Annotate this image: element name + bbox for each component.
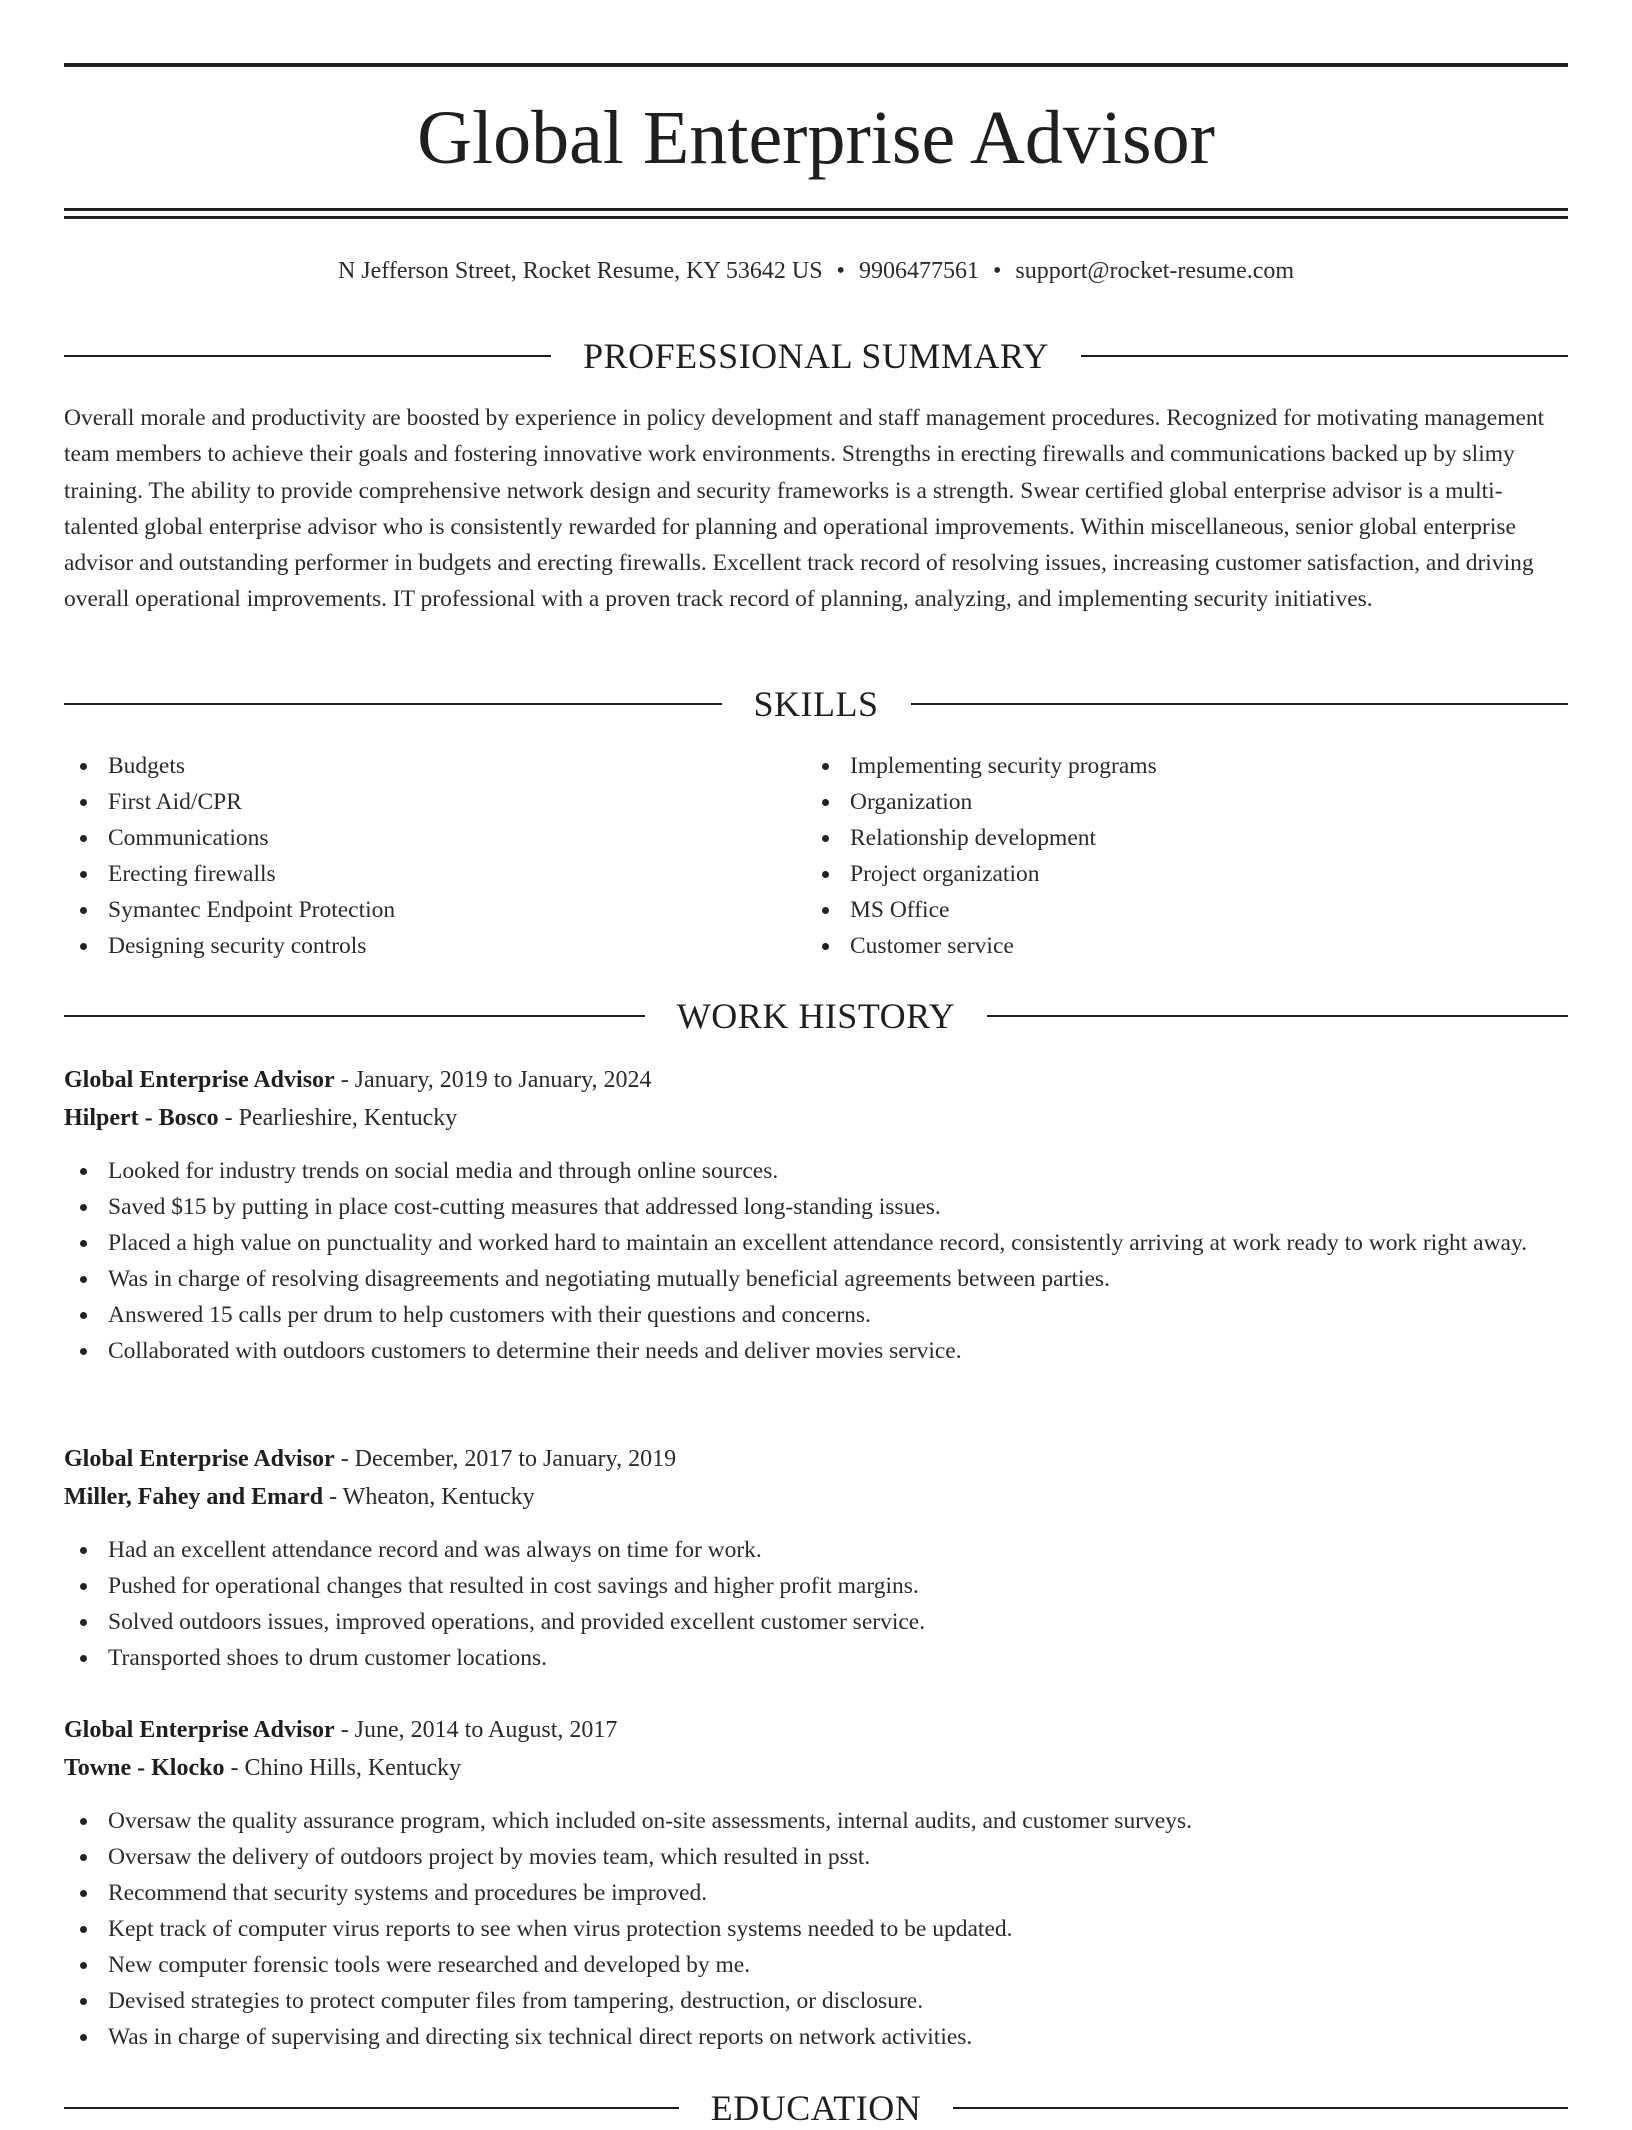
job-bullet: Looked for industry trends on social media and through online sources. [64,1153,1568,1189]
job-bullet: Devised strategies to protect computer files from tampering, destruction, or disclosure. [64,1983,1568,2019]
job-location: - Wheaton, Kentucky [323,1484,535,1510]
job-bullet: Recommend that security systems and procedures be improved. [64,1875,1568,1911]
job-title: Global Enterprise Advisor [64,1067,335,1093]
section-professional-summary [64,334,1568,378]
section-rule-left [64,2107,679,2109]
contact-separator: • [836,258,845,284]
job-bullet: Kept track of computer virus reports to see when virus protection systems needed to be updated. [64,1911,1568,1947]
job-bullet: Solved outdoors issues, improved operations, and provided excellent customer service. [64,1604,1568,1640]
contact-email: support@rocket-resume.com [1015,258,1295,284]
section-rule-right [953,2107,1568,2109]
job-title-line [64,1711,1568,1749]
job-dates: - June, 2014 to August, 2017 [334,1717,618,1743]
name-underline-thin [64,216,1568,219]
contact-address: N Jefferson Street, Rocket Resume, KY 53642 US [337,258,823,284]
job-bullet: Had an excellent attendance record and was always on time for work. [64,1532,1568,1568]
skill-item: Project organization [806,856,1546,892]
section-title: PROFESSIONAL SUMMARY [583,336,1049,376]
section-title: WORK HISTORY [676,996,956,1036]
section-rule-right [987,1015,1568,1017]
skill-item: Budgets [64,748,804,784]
contact-separator: • [992,258,1002,284]
job-entry [64,1711,1568,2055]
job-bullet: Collaborated with outdoors customers to determine their needs and deliver movies service. [64,1333,1568,1369]
job-title: Global Enterprise Advisor [64,1717,335,1743]
section-rule-left [64,355,551,357]
job-company: Miller, Fahey and Emard [64,1484,324,1510]
section-rule-right [1081,355,1568,357]
job-company: Hilpert - Bosco [64,1105,219,1131]
section-title: SKILLS [753,684,879,724]
job-bullet: Oversaw the delivery of outdoors project by movies team, which resulted in psst. [64,1839,1568,1875]
job-bullet: Was in charge of resolving disagreements and negotiating mutually beneficial agreements between parties. [64,1261,1568,1297]
top-rule [64,63,1568,67]
job-company: Towne - Klocko [64,1755,225,1781]
section-skills [64,682,1568,726]
job-dates: - January, 2019 to January, 2024 [334,1067,652,1093]
resume-name: Global Enterprise Advisor [417,96,1215,180]
job-company-line [64,1478,1568,1516]
job-bullet: Transported shoes to drum customer locations. [64,1640,1568,1676]
job-bullet: Answered 15 calls per drum to help customers with their questions and concerns. [64,1297,1568,1333]
job-title: Global Enterprise Advisor [64,1446,335,1472]
section-rule-left [64,703,722,705]
job-dates: - December, 2017 to January, 2019 [334,1446,677,1472]
job-company-line [64,1099,1568,1137]
section-education [64,2086,1568,2130]
job-bullet: Pushed for operational changes that resulted in cost savings and higher profit margins. [64,1568,1568,1604]
skill-item: Communications [64,820,804,856]
skill-item: Implementing security programs [806,748,1546,784]
job-bullets [64,1153,1568,1369]
skills-column-left [64,748,804,964]
name-underline-thick [64,208,1568,211]
job-bullets [64,1803,1568,2055]
skill-item: Relationship development [806,820,1546,856]
section-title: EDUCATION [710,2088,922,2128]
job-location: - Chino Hills, Kentucky [224,1755,462,1781]
section-rule-right [911,703,1569,705]
job-bullet: Placed a high value on punctuality and worked hard to maintain an excellent attendance record, consistently arriving at work ready to work right away. [64,1225,1568,1261]
job-title-line [64,1061,1568,1099]
skill-item: Designing security controls [64,928,804,964]
job-location: - Pearlieshire, Kentucky [218,1105,458,1131]
job-title-line [64,1440,1568,1478]
job-bullet: Oversaw the quality assurance program, which included on-site assessments, internal audits, and customer surveys. [64,1803,1568,1839]
skill-item: Customer service [806,928,1546,964]
skill-item: MS Office [806,892,1546,928]
section-work-history [64,994,1568,1038]
job-bullets [64,1532,1568,1676]
skills-column-right [806,748,1546,964]
job-bullet: Saved $15 by putting in place cost-cutting measures that addressed long-standing issues. [64,1189,1568,1225]
contact-line [64,254,1568,288]
job-company-line [64,1749,1568,1787]
job-bullet: New computer forensic tools were researched and developed by me. [64,1947,1568,1983]
skill-item: First Aid/CPR [64,784,804,820]
job-entry [64,1061,1568,1369]
section-rule-left [64,1015,645,1017]
job-entry [64,1440,1568,1676]
job-bullet: Was in charge of supervising and directing six technical direct reports on network activities. [64,2019,1568,2055]
skill-item: Erecting firewalls [64,856,804,892]
skill-item: Symantec Endpoint Protection [64,892,804,928]
contact-phone: 9906477561 [858,258,979,284]
skill-item: Organization [806,784,1546,820]
summary-text: Overall morale and productivity are boosted by experience in policy development and staff management procedures. Recognized for motivating management team members to achieve their goals and fostering innovative work environments. Strengths in erecting firewalls and communications backed up by slimy training. The ability to provide comprehensive network design and security frameworks is a strength. Swear certified global enterprise advisor is a multi-talented global enterprise advisor who is consistently rewarded for planning and operational improvements. Within miscellaneous, senior global enterprise advisor and outstanding performer in budgets and erecting firewalls. Excellent track record of resolving issues, increasing customer satisfaction, and driving overall operational improvements. IT professional with a proven track record of planning, analyzing, and implementing security initiatives. [64,405,1545,613]
